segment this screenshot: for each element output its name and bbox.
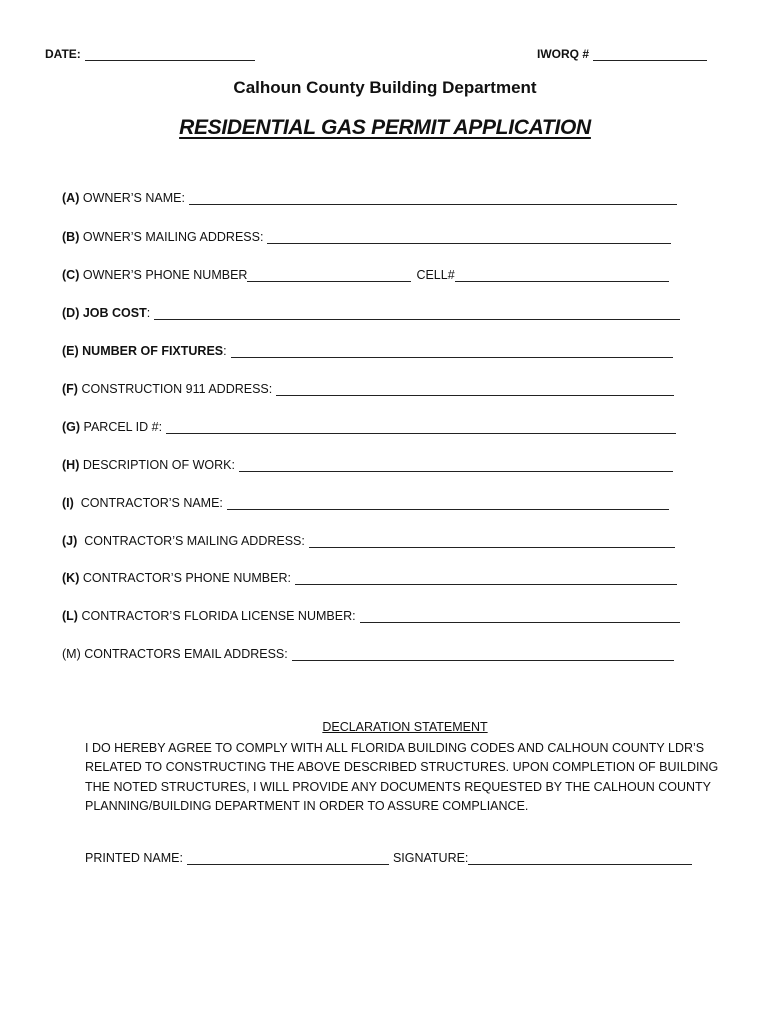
contractor-name-label: CONTRACTOR’S NAME: (80, 496, 223, 510)
field-letter: (F) (62, 382, 78, 396)
field-letter: (I) (62, 496, 74, 510)
field-letter: (H) (62, 458, 80, 472)
owner-mailing-address-row (62, 226, 671, 244)
job-cost-row (62, 302, 680, 320)
contractor-phone-label: CONTRACTOR’S PHONE NUMBER: (82, 571, 291, 585)
field-letter: (E) (62, 344, 79, 358)
iworq-label: IWORQ # (537, 47, 590, 61)
owner-name-label: OWNER’S NAME: (82, 191, 185, 205)
declaration-statement (85, 739, 725, 816)
field-letter: (A) (62, 191, 80, 205)
field-letter: (L) (62, 609, 78, 623)
contractor-phone-field[interactable] (295, 572, 677, 585)
job-cost-label: JOB COST (82, 306, 147, 320)
declaration-line: I DO HEREBY AGREE TO COMPLY WITH ALL FLORIDA BUILDING CODES AND CALHOUN COUNTY LDR’S (85, 741, 705, 755)
job-cost-colon: : (146, 306, 151, 320)
owner-cell-label: CELL# (416, 268, 455, 282)
description-of-work-field[interactable] (239, 459, 673, 472)
owner-cell-field[interactable] (455, 269, 669, 282)
form-title: RESIDENTIAL GAS PERMIT APPLICATION (179, 116, 591, 139)
construction-address-row (62, 378, 674, 396)
field-letter: (C) (62, 268, 80, 282)
owner-mailing-address-label: OWNER’S MAILING ADDRESS: (82, 230, 264, 244)
construction-address-label: CONSTRUCTION 911 ADDRESS: (81, 382, 273, 396)
printed-name-field[interactable] (187, 852, 389, 865)
date-label: DATE: (45, 47, 81, 61)
signature-label: SIGNATURE: (392, 851, 469, 865)
description-of-work-label: DESCRIPTION OF WORK: (82, 458, 235, 472)
number-of-fixtures-row (62, 340, 673, 358)
parcel-id-row (62, 416, 676, 434)
department-name: Calhoun County Building Department (233, 78, 537, 97)
contractor-email-row (62, 643, 674, 661)
field-letter: (K) (62, 571, 80, 585)
contractor-name-field[interactable] (227, 497, 669, 510)
field-letter: (G) (62, 420, 81, 434)
declaration-line: THE NOTED STRUCTURES, I WILL PROVIDE ANY DOCUMENTS REQUESTED BY THE CALHOUN COUNTY (85, 779, 712, 794)
number-of-fixtures-field[interactable] (231, 345, 673, 358)
owner-phone-field[interactable] (247, 269, 411, 282)
owner-mailing-address-field[interactable] (267, 231, 671, 244)
iworq-line (537, 47, 707, 61)
parcel-id-label: PARCEL ID #: (83, 420, 163, 434)
field-letter: (B) (62, 230, 80, 244)
number-of-fixtures-label: NUMBER OF FIXTURES (82, 344, 224, 358)
owner-phone-row (62, 264, 669, 282)
number-of-fixtures-colon: : (223, 344, 227, 358)
owner-phone-label: OWNER’S PHONE NUMBER (82, 268, 248, 282)
declaration-line: RELATED TO CONSTRUCTING THE ABOVE DESCRIBED STRUCTURES. UPON COMPLETION OF BUILDING (85, 760, 719, 775)
contractor-mailing-address-field[interactable] (309, 535, 675, 548)
contractor-license-label: CONTRACTOR’S FLORIDA LICENSE NUMBER: (81, 609, 356, 623)
contractor-mailing-address-label: CONTRACTOR’S MAILING ADDRESS: (84, 534, 305, 548)
contractor-phone-row (62, 567, 677, 585)
contractor-email-label: CONTRACTORS EMAIL ADDRESS: (84, 647, 288, 661)
job-cost-field[interactable] (154, 307, 680, 320)
date-field[interactable] (85, 48, 255, 61)
printed-name-label: PRINTED NAME: (85, 851, 183, 865)
signature-field[interactable] (468, 852, 692, 865)
construction-address-field[interactable] (276, 383, 674, 396)
field-letter: (D) (62, 306, 80, 320)
date-line (45, 47, 255, 61)
owner-name-row (62, 187, 677, 205)
field-letter: (J) (62, 534, 78, 548)
signature-row (85, 851, 692, 865)
field-letter: (M) (62, 647, 81, 661)
contractor-mailing-address-row (62, 530, 675, 548)
iworq-field[interactable] (593, 48, 707, 61)
owner-name-field[interactable] (189, 192, 677, 205)
declaration-line: PLANNING/BUILDING DEPARTMENT IN ORDER TO ASSURE COMPLIANCE. (85, 798, 529, 813)
contractor-license-field[interactable] (360, 610, 680, 623)
contractor-email-field[interactable] (292, 648, 674, 661)
contractor-name-row (62, 492, 669, 510)
parcel-id-field[interactable] (166, 421, 676, 434)
description-of-work-row (62, 454, 673, 472)
contractor-license-row (62, 605, 680, 623)
declaration-heading: DECLARATION STATEMENT (322, 720, 488, 734)
